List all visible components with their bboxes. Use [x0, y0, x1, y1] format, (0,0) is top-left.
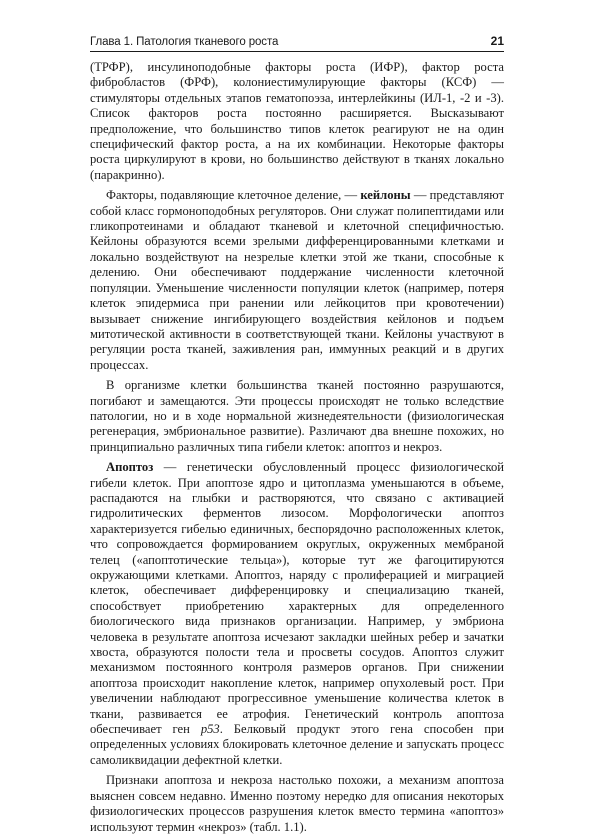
- paragraph-apoptosis: [90, 460, 504, 768]
- chapter-title: Глава 1. Патология тканевого роста: [90, 36, 279, 48]
- paragraph-growth-factors: (ТРФР), инсулиноподобные факторы роста (ИФР), фактор роста фибробластов (ФРФ), колониестимулирующие факторы (КСФ) — стимуляторы отдельных этапов гематопоэза, интерлейкины (ИЛ-1, -2 и -3). Список факторов роста постоянно расширяется. Высказывают предположение, что большинство типов клеток реагируют не на один специфический фактор роста, а на их комбинации. Некоторые факторы роста циркулируют в крови, но большинство действуют в тканях локально (паракринно).: [90, 60, 504, 182]
- body-text: [90, 60, 504, 840]
- keylones-intro: Факторы, подавляющие клеточное деление, —: [106, 188, 361, 203]
- paragraph-apoptosis-necrosis: Признаки апоптоза и некроза настолько похожи, а механизм апоптоза выяснен совсем недавно. Именно поэтому нередко для описания некоторых физиологических процессов разрушения клеток вместо термина «апоптоз» используют термин «некроз» (табл. 1.1).: [90, 773, 504, 834]
- page-number: 21: [490, 34, 504, 48]
- apoptosis-text-2: . Белковый продукт этого гена способен при определенных условиях блокировать клеточное деление и запускать процесс самоликвидации дефектной клетки.: [90, 722, 504, 767]
- gene-name: p53: [200, 722, 220, 737]
- paragraph-cell-death: В организме клетки большинства тканей постоянно разрушаются, погибают и замещаются. Эти процессы происходят не только вследствие патологии, но и в ходе нормальной жизнедеятельности (физиологическая регенерация, эмбриональное развитие). Различают два внешне похожих, но принципиально различных типа гибели клеток: апоптоз и некроз.: [90, 378, 504, 454]
- apoptosis-text-1: — генетически обусловленный процесс физиологической гибели клеток. При апоптозе ядро и цитоплазма уменьшаются в объеме, распадаются на глыбки и растворяются, что связано с активацией гидролитических ферментов лизосом. Морфологически апоптоз характеризуется гибелью единичных, беспорядочно расположенных клеток, что сопровождается формированием округлых, окруженных мембраной телец («апоптотические тельца»), которые тут же фагоцитируются окружающими клетками. Апоптоз, наряду с пролиферацией и миграцией клеток, обеспечивает дифференцировку и специализацию тканей, способствует приобретению характерных для определенного биологического вида признаков организации. Например, у эмбриона человека в результате апоптоза исчезают закладки шейных ребер и зачатки хвоста, образуются полости тела и просветы сосудов. Апоптоз служит механизмом постоянного контроля размеров органов. При снижении апоптоза происходит накопление клеток, например опухолевый рост. При увеличении наблюдают прогрессивное уменьшение количества клеток в ткани, развивается ее атрофия. Генетический контроль апоптоза обеспечивает ген: [90, 460, 504, 737]
- apoptosis-term: Апоптоз: [106, 460, 154, 475]
- paragraph-keylones: [90, 188, 504, 373]
- keylones-text: — представляют собой класс гормоноподобных регуляторов. Они служат полипептидами или гликопротеинами и обладают тканевой и клеточной специфичностью. Кейлоны образуются всеми зрелыми дифференцированными клетками и локально воздействуют на незрелые клетки этой же ткани, способные к делению. Они обеспечивают поддержание численности клеточной популяции. Уменьшение численности популяции клеток (например, потеря клеток эпидермиса при ранении или лейкоцитов при кровотечении) вызывает снижение ингибирующего воздействия кейлонов и подъем митотической активности в соответствующей ткани. Кейлоны участвуют в регуляции роста тканей, заживления ран, иммунных реакций и в других процессах.: [90, 188, 504, 372]
- running-header: [90, 34, 504, 52]
- keylones-term: кейлоны: [360, 188, 411, 203]
